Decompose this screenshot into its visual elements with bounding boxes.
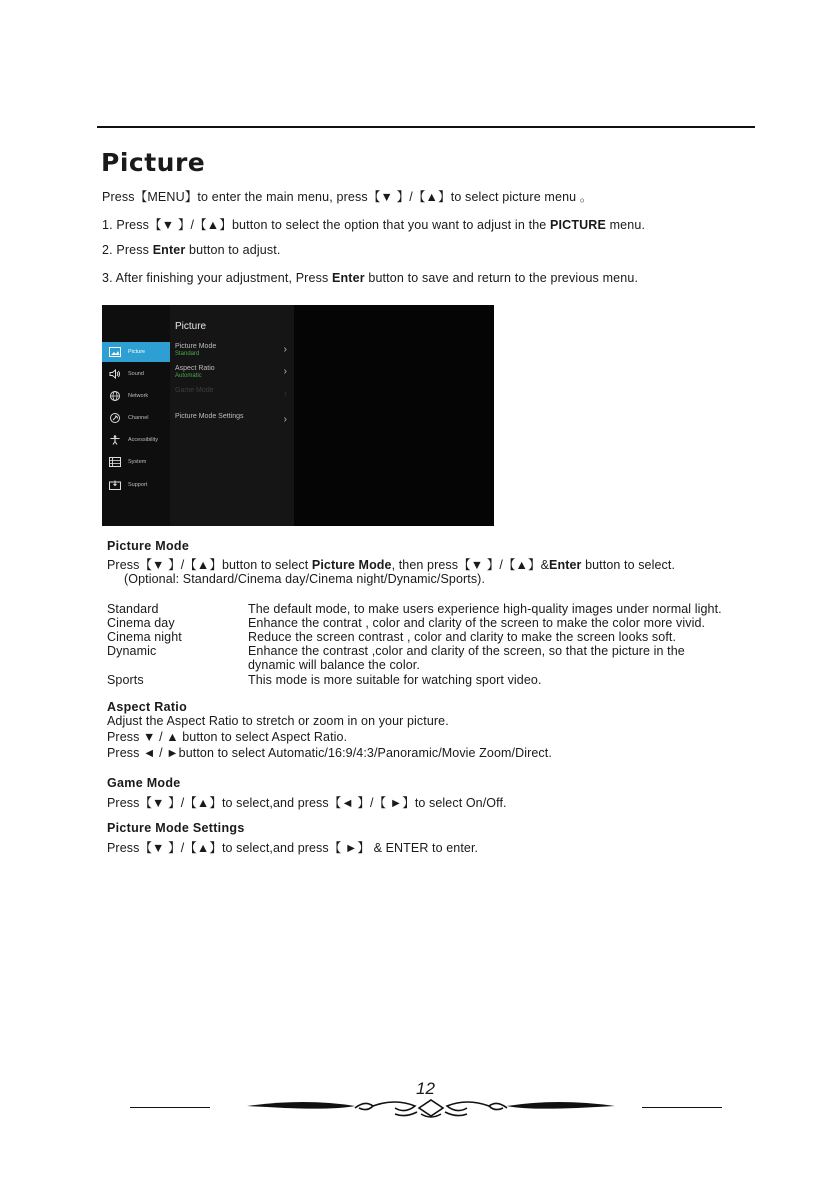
intro-step-1 [102,215,645,233]
mode-name: Sports [107,673,144,687]
tv-item-name: Picture Mode [175,343,217,350]
tv-item-name: Game Mode [175,387,214,394]
mode-name: Dynamic [107,644,157,658]
picture-mode-heading: Picture Mode [107,539,190,553]
decorative-ornament-icon [245,1094,617,1120]
step-2-bold: Enter [152,243,186,257]
pm-text: , then press【▼ 】/【▲】& [391,558,550,572]
mode-desc: The default mode, to make users experience high-quality images under normal light. [248,602,722,616]
chevron-right-icon: › [283,388,287,399]
tv-item-picture-mode[interactable] [175,343,287,363]
accessibility-icon [109,435,121,445]
mode-name: Cinema day [107,616,175,630]
tv-nav-network[interactable] [102,386,170,406]
chevron-right-icon: › [283,344,287,355]
pm-text: button to select. [581,558,676,572]
page-title: Picture [101,148,206,177]
step-3-bold: Enter [332,271,365,285]
tv-nav-label: Support [128,482,148,488]
step-1-bold: PICTURE [550,218,606,232]
support-icon [109,480,121,490]
picture-mode-line-1 [107,555,675,573]
chevron-right-icon: › [283,414,287,425]
game-mode-heading: Game Mode [107,776,181,790]
picture-mode-settings-line-1: Press【▼ 】/【▲】to select,and press【 ►】 & ENTER to enter. [107,841,479,855]
tv-nav-label: Network [128,393,149,399]
tv-item-aspect-ratio[interactable] [175,365,287,385]
tv-nav-accessibility[interactable] [102,430,170,450]
image-icon [109,347,121,357]
tv-nav-label: Sound [128,371,144,377]
mode-desc: dynamic will balance the color. [248,658,420,672]
pm-text: Press【▼ 】/【▲】button to select [107,558,312,572]
tv-nav-system[interactable] [102,452,170,472]
tv-item-game-mode [175,387,287,407]
intro-line: Press【MENU】to enter the main menu, press【▼ 】/【▲】to select picture menu 。 [102,190,593,204]
step-3-text: 3. After finishing your adjustment, Press [102,271,333,285]
tv-item-value: Standard [175,351,200,357]
tv-nav-sound[interactable] [102,364,170,384]
step-2-text: 2. Press [102,243,153,257]
picture-mode-options: (Optional: Standard/Cinema day/Cinema night/Dynamic/Sports). [124,572,486,586]
satellite-icon [109,413,121,423]
aspect-ratio-line-3: Press ◄ / ►button to select Automatic/16:9/4:3/Panoramic/Movie Zoom/Direct. [107,746,552,760]
tv-item-name: Picture Mode Settings [175,413,244,420]
footer-rule-right [642,1107,722,1108]
aspect-ratio-line-1: Adjust the Aspect Ratio to stretch or zoom in on your picture. [107,714,449,728]
speaker-icon [109,369,121,379]
footer-rule-left [130,1107,210,1108]
step-1-text: 1. Press【▼ 】/【▲】button to select the option that you want to adjust in the [102,218,551,232]
tv-item-picture-mode-settings[interactable] [175,413,287,433]
chevron-right-icon: › [283,366,287,377]
mode-name: Cinema night [107,630,182,644]
aspect-ratio-heading: Aspect Ratio [107,700,188,714]
tv-panel-title: Picture [175,321,207,332]
mode-desc: Enhance the contrast ,color and clarity of the screen, so that the picture in the [248,644,685,658]
step-2-text-end: button to adjust. [185,243,281,257]
tv-nav-picture[interactable] [102,342,170,362]
globe-icon [109,391,121,401]
pm-bold: Picture Mode [311,558,392,572]
pm-bold: Enter [549,558,582,572]
tv-nav-label: Accessibility [128,437,158,443]
step-3-text-end: button to save and return to the previous menu. [364,271,639,285]
picture-mode-settings-heading: Picture Mode Settings [107,821,245,835]
tv-nav-label: Channel [128,415,149,421]
tv-item-value: Automatic [175,373,202,379]
game-mode-line-1: Press【▼ 】/【▲】to select,and press【◄ 】/【 ►】to select On/Off. [107,796,507,810]
tv-nav-support[interactable] [102,475,170,495]
mode-desc: Reduce the screen contrast , color and clarity to make the screen looks soft. [248,630,677,644]
tv-nav-channel[interactable] [102,408,170,428]
tv-item-name: Aspect Ratio [175,365,215,372]
mode-desc: Enhance the contrat , color and clarity of the screen to make the color more vivid. [248,616,706,630]
mode-desc: This mode is more suitable for watching sport video. [248,673,542,687]
intro-step-2 [102,243,281,257]
tv-menu-screenshot [102,305,494,526]
tv-nav-label: System [128,459,147,465]
mode-name: Standard [107,602,159,616]
tv-nav-label: Picture [128,349,146,355]
intro-step-3 [102,271,638,285]
list-icon [109,457,121,467]
page-number: 12 [416,1079,435,1098]
aspect-ratio-line-2: Press ▼ / ▲ button to select Aspect Ratio. [107,730,348,744]
step-1-text-end: menu. [605,218,646,232]
top-rule [97,126,755,128]
